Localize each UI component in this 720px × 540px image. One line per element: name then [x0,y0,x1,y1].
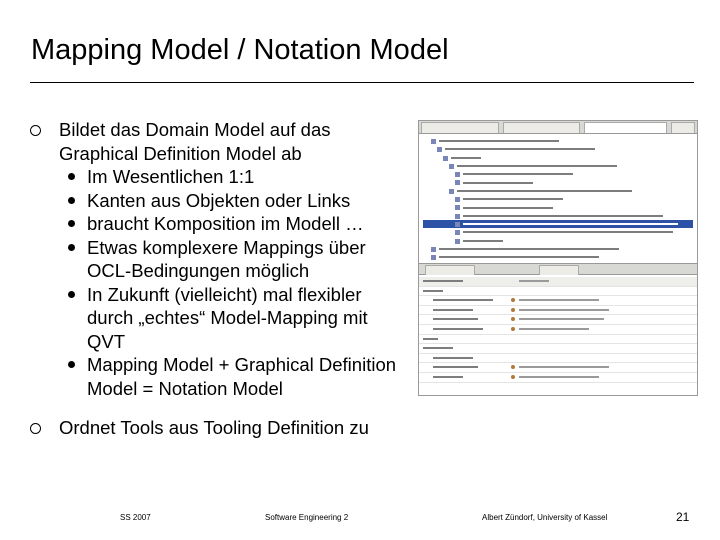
title-divider [30,82,694,83]
mapping-tree [423,137,693,270]
sub-bullet-text: Im Wesentlichen 1:1 [87,166,255,187]
property-row [419,296,697,306]
tree-row [423,137,693,145]
property-row [419,325,697,335]
tree-row-selected [423,220,693,228]
footer-author: Albert Zündorf, University of Kassel [482,513,608,522]
tree-row [423,187,693,195]
property-row [419,287,697,297]
properties-tab-bar [419,263,697,275]
tree-row [423,154,693,162]
bullet-item [30,118,400,165]
property-row [419,335,697,345]
sub-bullet-item [30,189,400,213]
properties-tab [425,265,475,275]
properties-header [419,277,697,287]
hollow-bullet-icon [30,423,41,434]
editor-tab-bar [419,121,697,134]
editor-tab [503,122,581,133]
filled-bullet-icon [68,173,75,180]
sub-bullet-text: In Zukunft (vielleicht) mal flexibler durch „echtes“ Model-Mapping mit QVT [87,283,368,352]
tree-row [423,170,693,178]
footer-course: Software Engineering 2 [265,513,349,522]
filled-bullet-icon [68,220,75,227]
property-row [419,344,697,354]
filled-bullet-icon [68,244,75,251]
sub-bullet-text: Mapping Model + Graphical Definition Model = Notation Model [87,354,397,399]
tree-row [423,212,693,220]
bullet-item [30,416,400,440]
sub-bullet-item [30,353,400,400]
tree-row [423,253,693,261]
property-row [419,306,697,316]
bullet-text: Bildet das Domain Model auf das Graphical Definition Model ab [59,119,331,164]
hollow-bullet-icon [30,125,41,136]
editor-tab [584,122,667,133]
editor-screenshot [418,120,698,396]
tree-row [423,178,693,186]
slide-title: Mapping Model / Notation Model [31,34,449,66]
properties-table [419,277,697,383]
tree-row [423,237,693,245]
editor-tab [671,122,695,133]
tree-row [423,162,693,170]
property-row [419,363,697,373]
sub-bullet-text: Kanten aus Objekten oder Links [87,189,351,211]
sub-bullet-item [30,212,400,236]
filled-bullet-icon [68,291,75,298]
tree-row [423,245,693,253]
filled-bullet-icon [68,197,75,204]
sub-bullet-item [30,283,400,354]
tree-row [423,195,693,203]
sub-bullet-item [30,236,400,283]
footer-semester: SS 2007 [120,513,151,522]
filled-bullet-icon [68,361,75,368]
editor-tab [421,122,499,133]
sub-bullet-item [30,165,400,189]
bullet-list [30,118,400,440]
sub-bullet-text: Etwas komplexere Mappings über OCL-Bedingungen möglich [87,236,366,281]
property-row [419,354,697,364]
page-number: 21 [676,510,690,524]
property-row [419,315,697,325]
property-row [419,373,697,383]
properties-tab [539,265,579,275]
tree-row [423,203,693,211]
bullet-text: Ordnet Tools aus Tooling Definition zu [59,417,369,438]
sub-bullet-text: braucht Komposition im Modell … [87,213,364,234]
tree-row [423,228,693,236]
tree-row [423,145,693,153]
